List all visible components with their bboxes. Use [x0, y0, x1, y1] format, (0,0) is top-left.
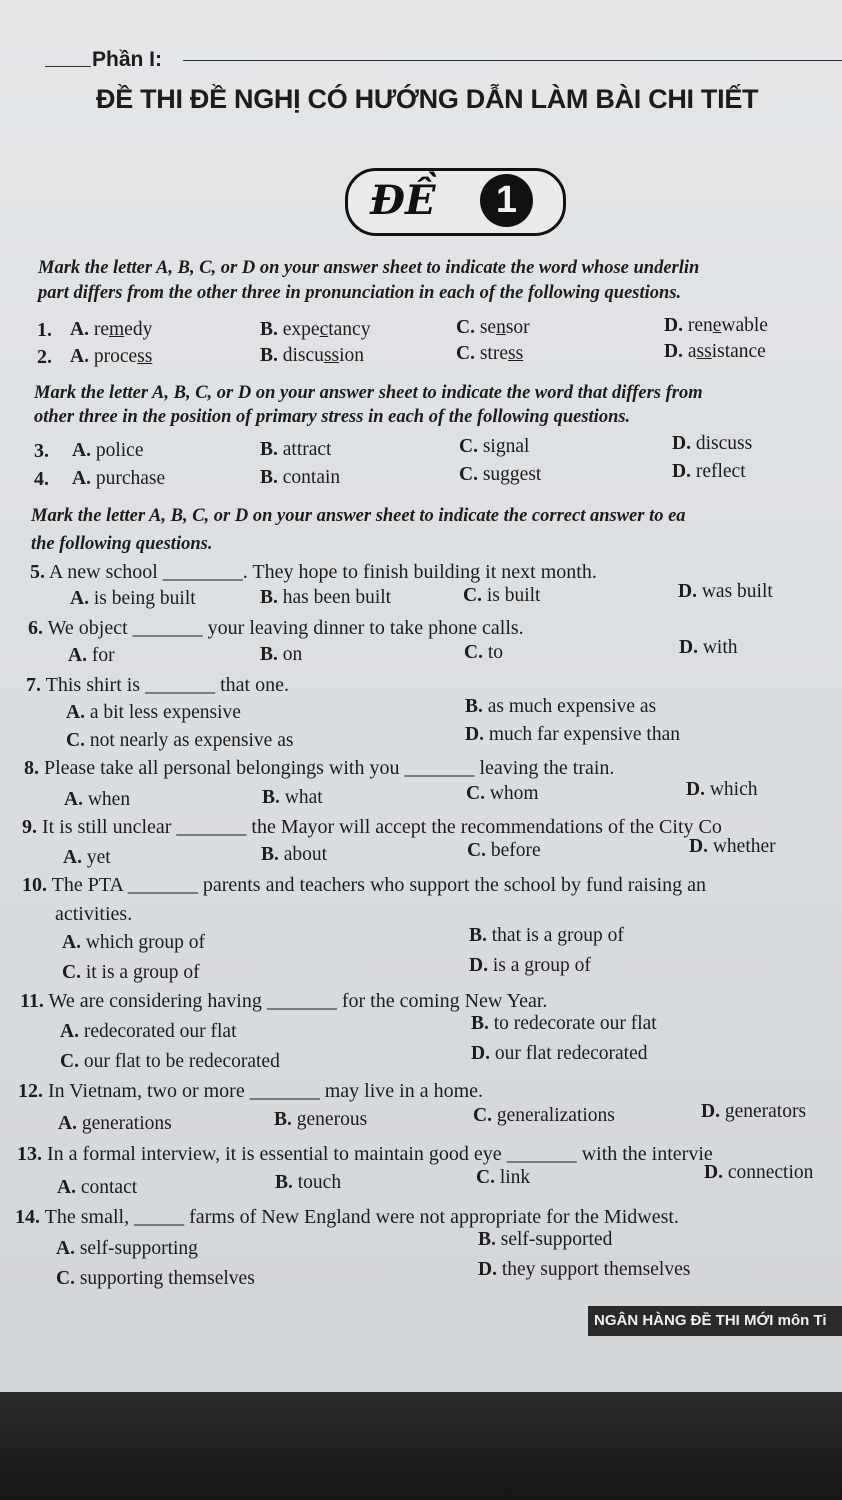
question-5-stem: 5. A new school ________. They hope to finish building it next month.	[30, 561, 597, 583]
question-9-option-c: C. before	[467, 840, 541, 861]
question-4-option-a: A. purchase	[72, 468, 166, 489]
question-7-stem: 7. This shirt is _______ that one.	[26, 674, 289, 696]
question-9-option-b: B. about	[261, 844, 328, 865]
question-11-stem: 11. We are considering having _______ for the coming New Year.	[20, 990, 548, 1012]
question-1-option-c: C. sensor	[456, 317, 530, 338]
badge-number: 1	[480, 174, 533, 227]
instruction-1-line-1: Mark the letter A, B, C, or D on your answer sheet to indicate the word whose underlin	[38, 258, 700, 278]
part-rule-left	[45, 66, 91, 67]
question-3-option-c: C. signal	[459, 436, 530, 457]
question-11-option-b: B. to redecorate our flat	[471, 1013, 657, 1034]
question-5-option-b: B. has been built	[260, 587, 392, 608]
question-3-number: 3.	[34, 440, 49, 462]
question-3-option-d: D. discuss	[672, 433, 753, 454]
question-11-option-c: C. our flat to be redecorated	[60, 1051, 280, 1072]
part-label: Phần I:	[92, 48, 163, 71]
question-10-option-c: C. it is a group of	[62, 962, 200, 983]
question-1-option-b: B. expectancy	[260, 319, 371, 340]
question-4-option-d: D. reflect	[672, 461, 746, 482]
question-10-stem-continued: activities.	[55, 903, 133, 925]
question-6-option-a: A. for	[68, 645, 115, 666]
question-7-option-d: D. much far expensive than	[465, 724, 680, 745]
part-rule-right	[183, 60, 842, 61]
question-10-stem: 10. The PTA _______ parents and teachers who support the school by fund raising an	[22, 874, 707, 896]
exam-badge	[345, 168, 566, 236]
question-10-option-a: A. which group of	[62, 932, 205, 953]
question-3-option-a: A. police	[72, 440, 144, 461]
instruction-2-line-1: Mark the letter A, B, C, or D on your answer sheet to indicate the word that differs from	[34, 383, 703, 403]
question-8-stem: 8. Please take all personal belongings with you _______ leaving the train.	[24, 757, 615, 779]
footer-banner: NGÂN HÀNG ĐỀ THI MỚI môn Ti	[588, 1306, 842, 1336]
question-12-stem: 12. In Vietnam, two or more _______ may live in a home.	[18, 1080, 484, 1102]
question-14-option-c: C. supporting themselves	[56, 1268, 255, 1289]
question-12-option-d: D. generators	[701, 1101, 807, 1122]
question-3-option-b: B. attract	[260, 439, 332, 460]
question-8-option-d: D. which	[686, 779, 758, 800]
question-2-option-d: D. assistance	[664, 341, 766, 362]
question-5-option-c: C. is built	[463, 585, 541, 606]
question-2-option-b: B. discussion	[260, 345, 365, 366]
instruction-2-line-2: other three in the position of primary stress in each of the following questions.	[34, 407, 631, 427]
question-4-number: 4.	[34, 468, 49, 490]
question-1-option-a: A. remedy	[70, 319, 153, 340]
question-14-option-b: B. self-supported	[478, 1229, 613, 1250]
instruction-1-line-2: part differs from the other three in pronunciation in each of the following questions.	[38, 283, 682, 303]
question-8-option-b: B. what	[262, 787, 323, 808]
question-11-option-a: A. redecorated our flat	[60, 1021, 237, 1042]
question-10-option-d: D. is a group of	[469, 955, 591, 976]
question-7-option-b: B. as much expensive as	[465, 696, 657, 717]
question-13-option-b: B. touch	[275, 1172, 342, 1193]
question-6-option-b: B. on	[260, 644, 303, 665]
question-9-stem: 9. It is still unclear _______ the Mayor will accept the recommendations of the City Co	[22, 816, 722, 838]
question-9-option-a: A. yet	[63, 847, 111, 868]
page-title: ĐỀ THI ĐỀ NGHỊ CÓ HƯỚNG DẪN LÀM BÀI CHI TIẾT	[96, 84, 759, 114]
question-14-stem: 14. The small, _____ farms of New England were not appropriate for the Midwest.	[15, 1206, 679, 1228]
question-13-option-d: D. connection	[704, 1162, 814, 1183]
instruction-3-line-1: Mark the letter A, B, C, or D on your answer sheet to indicate the correct answer to ea	[31, 506, 686, 526]
question-4-option-b: B. contain	[260, 467, 341, 488]
question-8-option-a: A. when	[64, 789, 131, 810]
question-10-option-b: B. that is a group of	[469, 925, 624, 946]
question-2-number: 2.	[37, 346, 52, 368]
question-2-option-c: C. stress	[456, 343, 524, 364]
question-9-option-d: D. whether	[689, 836, 776, 857]
question-13-option-a: A. contact	[57, 1177, 138, 1198]
question-6-option-d: D. with	[679, 637, 738, 658]
question-5-option-a: A. is being built	[70, 588, 196, 609]
question-11-option-d: D. our flat redecorated	[471, 1043, 648, 1064]
question-1-number: 1.	[37, 319, 52, 341]
question-13-stem: 13. In a formal interview, it is essential to maintain good eye _______ with the intervie	[17, 1143, 713, 1165]
question-13-option-c: C. link	[476, 1167, 531, 1188]
question-2-option-a: A. process	[70, 346, 153, 367]
question-14-option-d: D. they support themselves	[478, 1259, 691, 1280]
question-6-stem: 6. We object _______ your leaving dinner to take phone calls.	[28, 617, 524, 639]
question-14-option-a: A. self-supporting	[56, 1238, 198, 1259]
question-5-option-d: D. was built	[678, 581, 773, 602]
question-6-option-c: C. to	[464, 642, 504, 663]
question-7-option-c: C. not nearly as expensive as	[66, 730, 294, 751]
desk-background	[0, 1392, 842, 1500]
question-1-option-d: D. renewable	[664, 315, 768, 336]
instruction-3-line-2: the following questions.	[31, 534, 213, 554]
question-4-option-c: C. suggest	[459, 464, 542, 485]
question-12-option-b: B. generous	[274, 1109, 368, 1130]
badge-text: ĐỀ	[370, 177, 436, 224]
question-7-option-a: A. a bit less expensive	[66, 702, 241, 723]
question-12-option-c: C. generalizations	[473, 1105, 615, 1126]
question-8-option-c: C. whom	[466, 783, 539, 804]
question-12-option-a: A. generations	[58, 1113, 172, 1134]
